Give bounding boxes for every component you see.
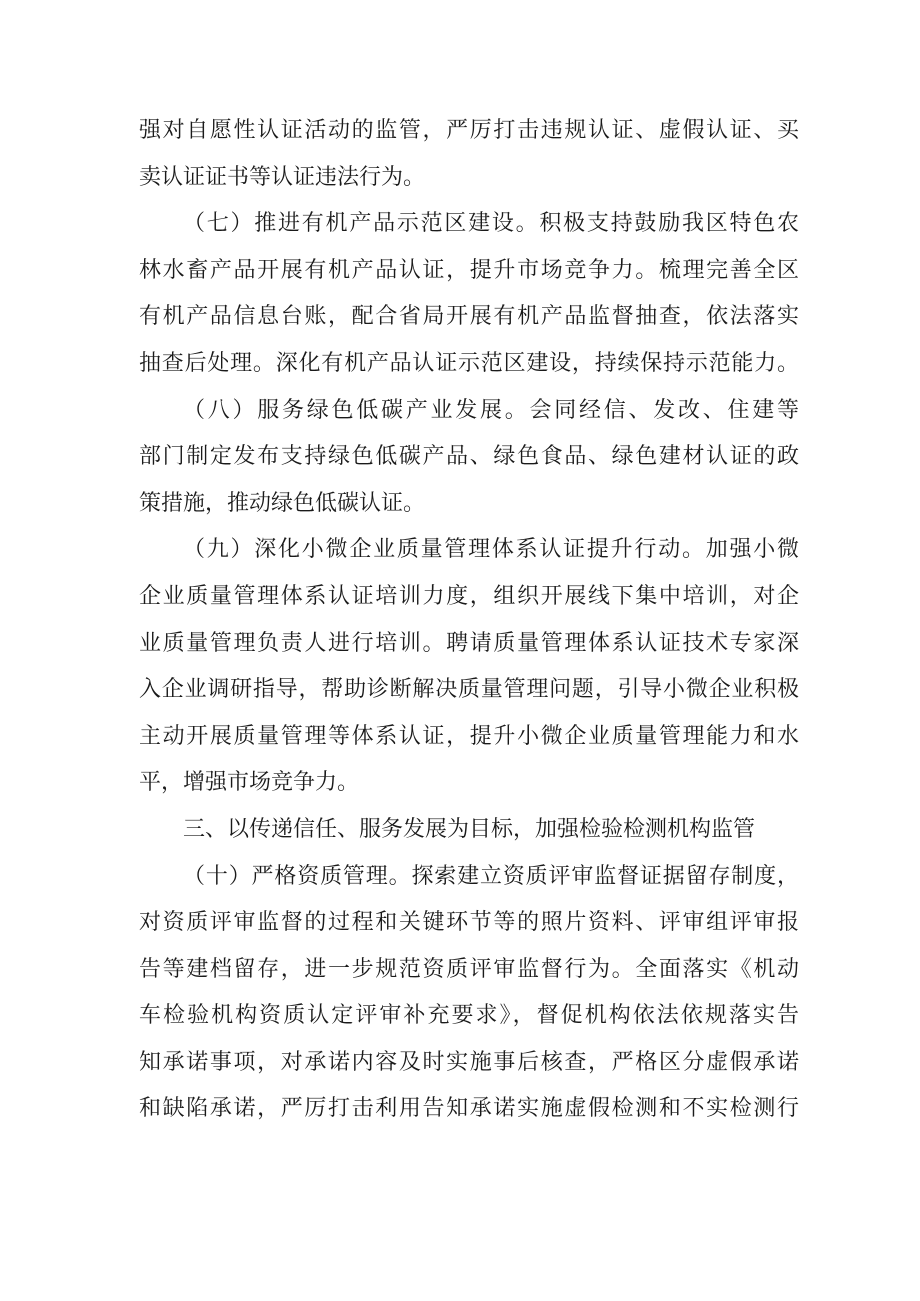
paragraph-line: 抽查后处理。深化有机产品认证示范区建设，持续保持示范能力。	[139, 350, 799, 376]
paragraph-line: 入企业调研指导，帮助诊断解决质量管理问题，引导小微企业积极	[139, 677, 799, 703]
paragraph-line: 有机产品信息台账，配合省局开展有机产品监督抽查，依法落实	[139, 304, 799, 330]
paragraph-line: 告等建档留存，进一步规范资质评审监督行为。全面落实《机动	[139, 956, 799, 982]
paragraph-line: 强对自愿性认证活动的监管，严厉打击违规认证、虚假认证、买	[139, 118, 799, 143]
paragraph-line: 策措施，推动绿色低碳认证。	[139, 490, 426, 516]
document-body	[139, 108, 799, 1133]
paragraph-line: （八）服务绿色低碳产业发展。会同经信、发改、住建等	[183, 397, 799, 423]
paragraph-line: 知承诺事项，对承诺内容及时实施事后核查，严格区分虚假承诺	[139, 1049, 799, 1075]
paragraph-line: （九）深化小微企业质量管理体系认证提升行动。加强小微	[183, 537, 799, 563]
paragraph-line: 部门制定发布支持绿色低碳产品、绿色食品、绿色建材认证的政	[139, 444, 799, 470]
paragraph-line: 企业质量管理体系认证培训力度，组织开展线下集中培训，对企	[139, 583, 799, 609]
paragraph-line: 对资质评审监督的过程和关键环节等的照片资料、评审组评审报	[139, 910, 799, 936]
paragraph-line: 主动开展质量管理等体系认证，提升小微企业质量管理能力和水	[139, 723, 799, 749]
paragraph-line: （七）推进有机产品示范区建设。积极支持鼓励我区特色农	[183, 211, 799, 237]
paragraph-line: 业质量管理负责人进行培训。聘请质量管理体系认证技术专家深	[139, 630, 799, 656]
paragraph-line: 卖认证证书等认证违法行为。	[139, 164, 426, 190]
paragraph-line: 和缺陷承诺，严厉打击利用告知承诺实施虚假检测和不实检测行	[139, 1096, 799, 1122]
paragraph-line: 平，增强市场竞争力。	[139, 770, 360, 796]
paragraph-line: 林水畜产品开展有机产品认证，提升市场竞争力。梳理完善全区	[139, 257, 799, 283]
paragraph-line: 车检验机构资质认定评审补充要求》，督促机构依法依规落实告	[139, 1003, 799, 1029]
section-heading: 三、以传递信任、服务发展为目标，加强检验检测机构监管	[183, 816, 756, 842]
paragraph-line: （十）严格资质管理。探索建立资质评审监督证据留存制度，	[183, 863, 799, 889]
